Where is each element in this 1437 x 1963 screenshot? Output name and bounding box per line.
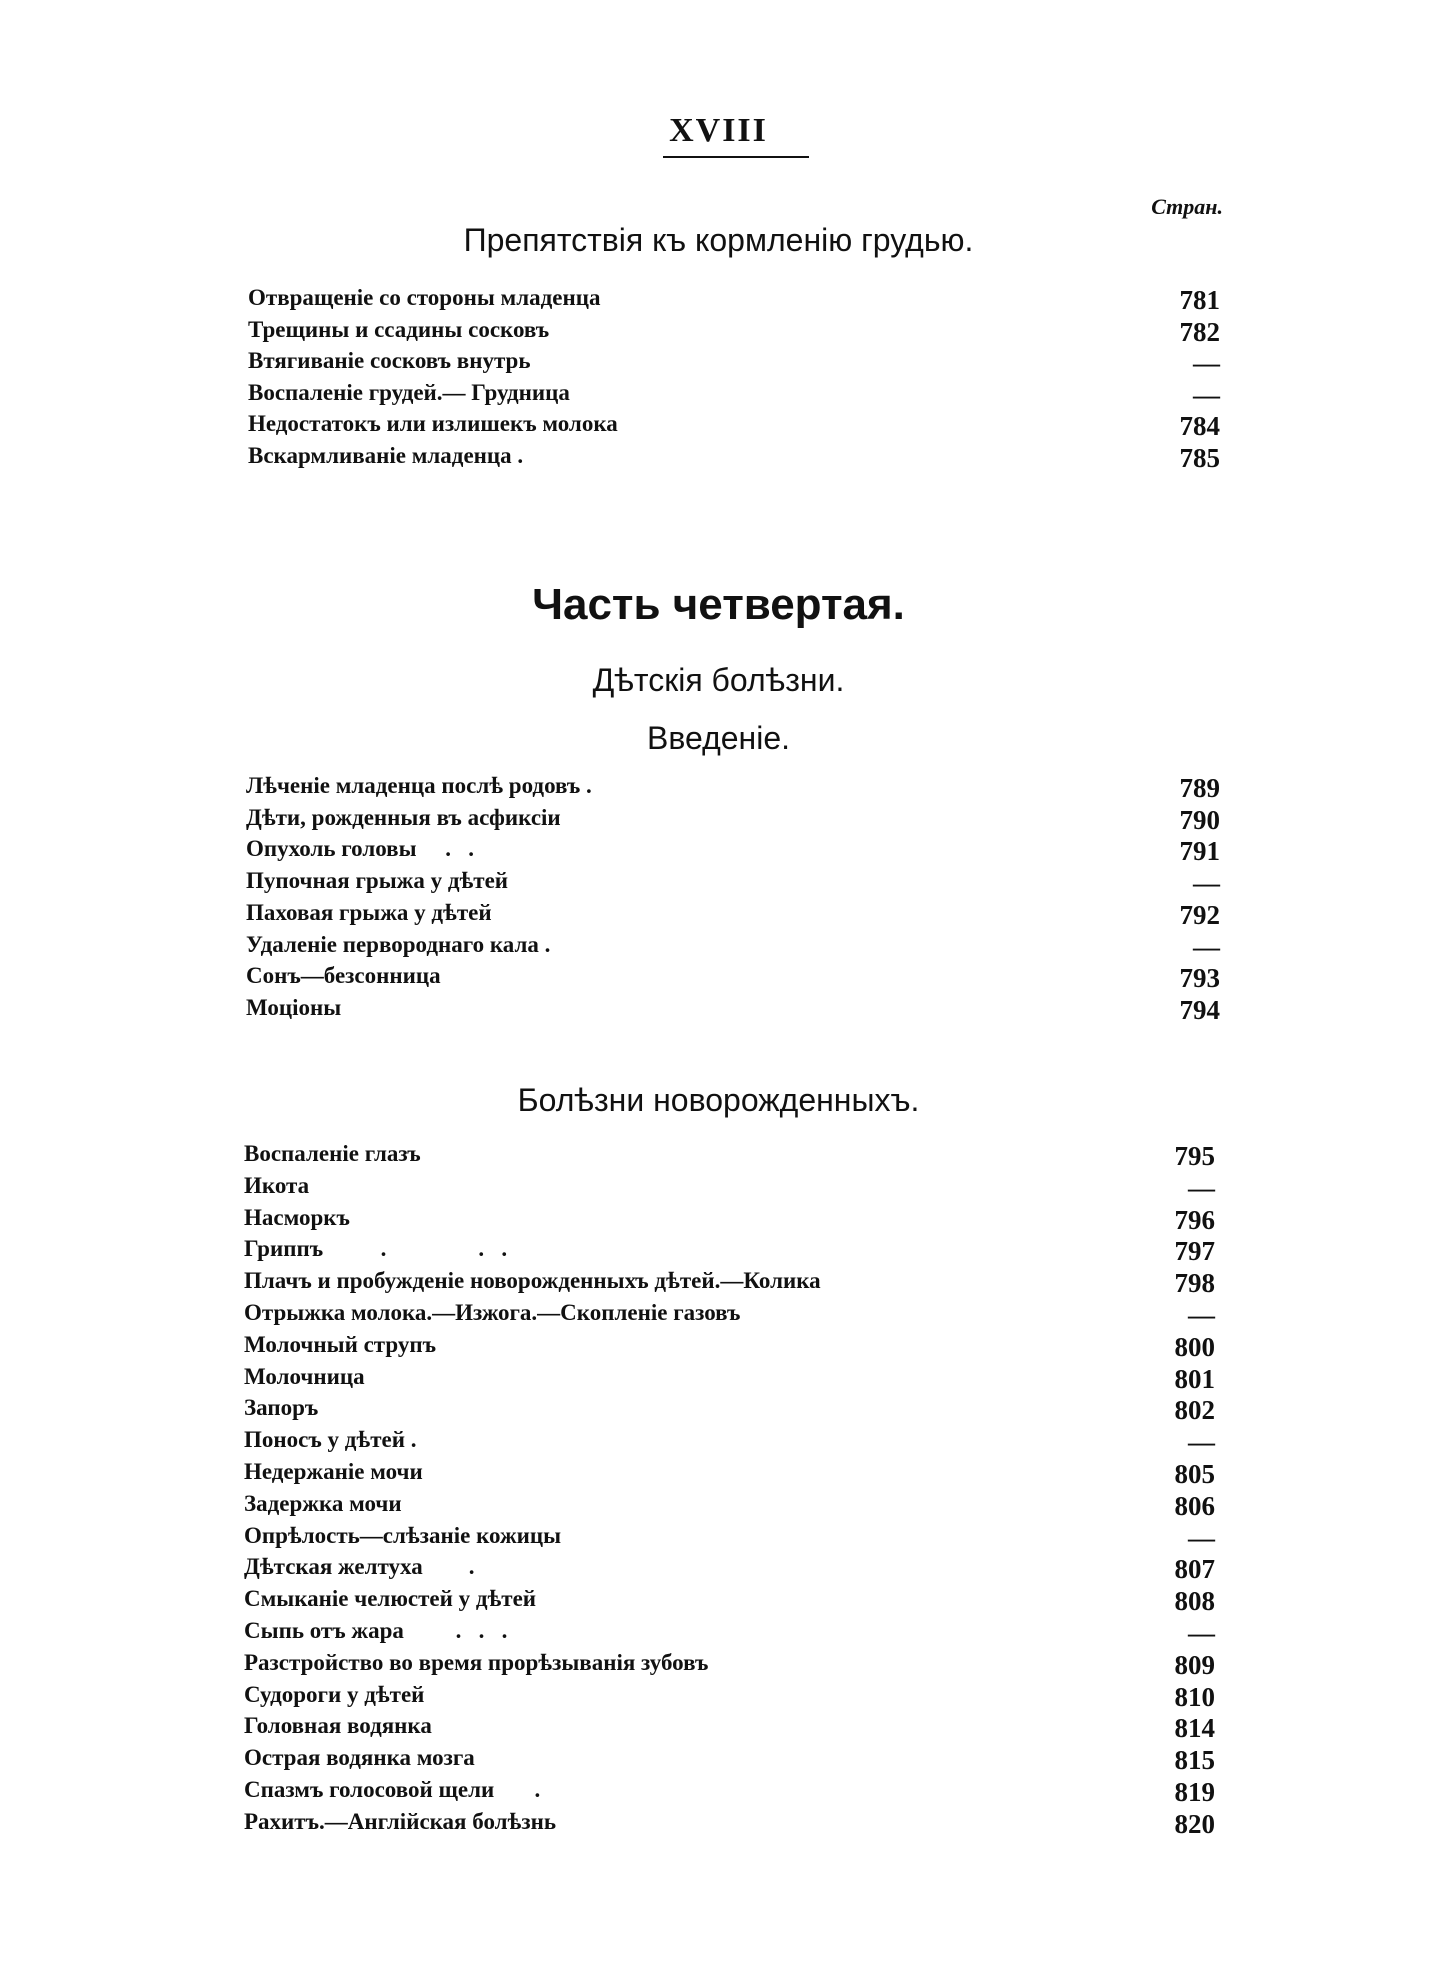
- toc-entry: [246, 900, 1220, 930]
- toc-entry-page-number: 815: [1174, 1745, 1215, 1776]
- toc-entry-label: Моціоны: [246, 994, 342, 1020]
- toc-entry-label: Опрѣлость—слѣзаніе кожицы: [244, 1522, 562, 1548]
- toc-entry: [246, 868, 1220, 898]
- section-title-breastfeeding: Препятствія къ кормленію грудью.: [463, 222, 974, 258]
- toc-entry-page-number: 809: [1174, 1649, 1215, 1680]
- toc-entry-label: Воспаленіе глазъ: [244, 1141, 421, 1166]
- toc-entry-page-number: 790: [1179, 804, 1220, 835]
- toc-entry-page-number: 798: [1174, 1268, 1215, 1299]
- toc-entry: [244, 1364, 1215, 1394]
- toc-entry-label: Острая водянка мозга: [244, 1745, 475, 1771]
- toc-entry-label: Икота: [244, 1172, 310, 1198]
- toc-entry-page-number: 791: [1179, 836, 1220, 867]
- toc-entry: [244, 1650, 1215, 1680]
- toc-entry-label: Отвращеніе со стороны младенца: [248, 285, 601, 310]
- toc-entry: [244, 1586, 1215, 1616]
- toc-entry: [244, 1205, 1215, 1235]
- toc-entry-page-number: 807: [1174, 1554, 1215, 1585]
- toc-entry-label: Дѣти, рожденныя въ асфиксіи: [246, 804, 561, 830]
- toc-entry-label: Лѣченіе младенца послѣ родовъ .: [246, 773, 592, 798]
- toc-entry-page-number: 782: [1179, 316, 1220, 347]
- toc-entry-page-number: 789: [1179, 773, 1220, 803]
- toc-entry: [244, 1618, 1215, 1648]
- toc-entry-page-number: 796: [1174, 1204, 1215, 1235]
- toc-entry: [244, 1491, 1215, 1521]
- toc-entry-page-number: 820: [1174, 1808, 1215, 1839]
- toc-entry-label: Плачъ и пробужденіе новорожденныхъ дѣтей.—Колика: [244, 1268, 821, 1294]
- toc-entry-page-number: —: [1188, 1522, 1215, 1553]
- toc-entry: [244, 1523, 1215, 1553]
- toc-entry-page-number: —: [1188, 1172, 1215, 1203]
- toc-entry-page-number: 801: [1174, 1363, 1215, 1394]
- toc-entry-page-number: 814: [1174, 1713, 1215, 1744]
- part-title: Часть четвертая.: [532, 580, 905, 629]
- toc-entry: [246, 963, 1220, 993]
- toc-entry-label: Отрыжка молока.—Изжога.—Скопленіе газовъ: [244, 1300, 741, 1325]
- toc-entry-label: Недержаніе мочи: [244, 1459, 423, 1484]
- toc-entry-label: Судороги у дѣтей: [244, 1681, 425, 1707]
- toc-entry: [244, 1745, 1215, 1775]
- page-number-rule: [663, 156, 809, 158]
- toc-entry: [244, 1300, 1215, 1330]
- toc-entry-label: Воспаленіе грудей.— Грудница: [248, 379, 570, 405]
- toc-entry: [244, 1332, 1215, 1362]
- part-subtitle: Дѣтскія болѣзни.: [592, 662, 845, 698]
- toc-entry: [244, 1236, 1215, 1266]
- toc-entry-label: Паховая грыжа у дѣтей: [246, 899, 492, 925]
- toc-entry-page-number: 806: [1174, 1490, 1215, 1521]
- toc-entry-label: Недостатокъ или излишекъ молока: [248, 411, 618, 436]
- toc-entry-page-number: —: [1193, 379, 1220, 410]
- toc-entry-page-number: 797: [1174, 1236, 1215, 1267]
- toc-entry-page-number: 800: [1174, 1331, 1215, 1362]
- toc-entry-page-number: 819: [1174, 1777, 1215, 1807]
- toc-entry-label: Опухоль головы . .: [246, 836, 475, 862]
- toc-entry-label: Запоръ: [244, 1395, 319, 1421]
- toc-entry: [246, 932, 1220, 962]
- toc-entry-page-number: —: [1188, 1427, 1215, 1458]
- toc-entry-page-number: 808: [1174, 1586, 1215, 1617]
- toc-entry-label: Трещины и ссадины сосковъ: [248, 316, 550, 342]
- toc-entry-label: Гриппъ . . .: [244, 1236, 508, 1262]
- page-column-label: Стран.: [1151, 194, 1223, 219]
- toc-entry-label: Смыканіе челюстей у дѣтей: [244, 1586, 537, 1612]
- toc-entry: [244, 1427, 1215, 1457]
- toc-entry-page-number: —: [1188, 1300, 1215, 1330]
- toc-entry-label: Молочный струпъ: [244, 1331, 437, 1357]
- toc-entry-label: Дѣтская желтуха .: [244, 1554, 475, 1580]
- toc-entry-page-number: 784: [1179, 411, 1220, 441]
- toc-entry-page-number: —: [1188, 1618, 1215, 1648]
- toc-entry-label: Удаленіе первороднаго кала .: [246, 931, 551, 957]
- toc-entry-label: Насморкъ: [244, 1204, 350, 1230]
- toc-entry-label: Втягиваніе сосковъ внутрь: [248, 348, 531, 373]
- toc-entry-label: Разстройство во время прорѣзыванія зубовъ: [244, 1649, 709, 1675]
- toc-entry-label: Поносъ у дѣтей .: [244, 1427, 417, 1453]
- toc-entry-page-number: 793: [1179, 963, 1220, 994]
- toc-entry-page-number: 810: [1174, 1681, 1215, 1712]
- toc-entry-page-number: —: [1193, 348, 1220, 378]
- toc-entry-page-number: —: [1193, 931, 1220, 962]
- toc-entry: [244, 1173, 1215, 1203]
- toc-entry-label: Пупочная грыжа у дѣтей: [246, 868, 509, 894]
- toc-entry: [246, 995, 1220, 1025]
- toc-entry: [244, 1395, 1215, 1425]
- toc-entry-page-number: 781: [1179, 285, 1220, 315]
- toc-entry-page-number: 795: [1174, 1141, 1215, 1171]
- toc-entry-page-number: 792: [1179, 899, 1220, 930]
- toc-entry-page-number: 785: [1179, 442, 1220, 473]
- toc-entry-label: Спазмъ голосовой щели .: [244, 1777, 541, 1802]
- toc-entry-label: Головная водянка: [244, 1713, 432, 1739]
- toc-entry: [248, 411, 1220, 441]
- toc-entry: [244, 1268, 1215, 1298]
- toc-entry: [244, 1777, 1215, 1807]
- toc-entry: [244, 1682, 1215, 1712]
- intro-title: Введеніе.: [646, 720, 790, 756]
- page-number: XVIII: [669, 112, 768, 149]
- toc-entry: [246, 836, 1220, 866]
- section-title-newborn-diseases: Болѣзни новорожденныхъ.: [517, 1082, 920, 1118]
- toc-entry: [248, 285, 1220, 315]
- toc-entry-page-number: 794: [1179, 994, 1220, 1025]
- toc-entry: [244, 1459, 1215, 1489]
- toc-entry: [244, 1809, 1215, 1839]
- toc-entry: [246, 773, 1220, 803]
- toc-entry: [248, 443, 1220, 473]
- toc-entry-label: Вскармливаніе младенца .: [248, 442, 524, 468]
- toc-entry-page-number: 802: [1174, 1395, 1215, 1426]
- toc-entry-label: Сыпь отъ жара . . .: [244, 1618, 508, 1643]
- toc-entry-page-number: 805: [1174, 1459, 1215, 1489]
- toc-entry: [244, 1713, 1215, 1743]
- toc-entry: [248, 380, 1220, 410]
- toc-entry-label: Задержка мочи: [244, 1490, 402, 1516]
- toc-entry: [244, 1141, 1215, 1171]
- toc-entry-label: Молочница: [244, 1363, 365, 1389]
- toc-entry-page-number: —: [1193, 868, 1220, 899]
- toc-entry: [246, 805, 1220, 835]
- toc-entry: [244, 1554, 1215, 1584]
- toc-entry: [248, 348, 1220, 378]
- toc-entry-label: Рахитъ.—Англійская болѣзнь: [244, 1808, 557, 1834]
- toc-entry: [248, 317, 1220, 347]
- toc-entry-label: Сонъ—безсонница: [246, 963, 441, 989]
